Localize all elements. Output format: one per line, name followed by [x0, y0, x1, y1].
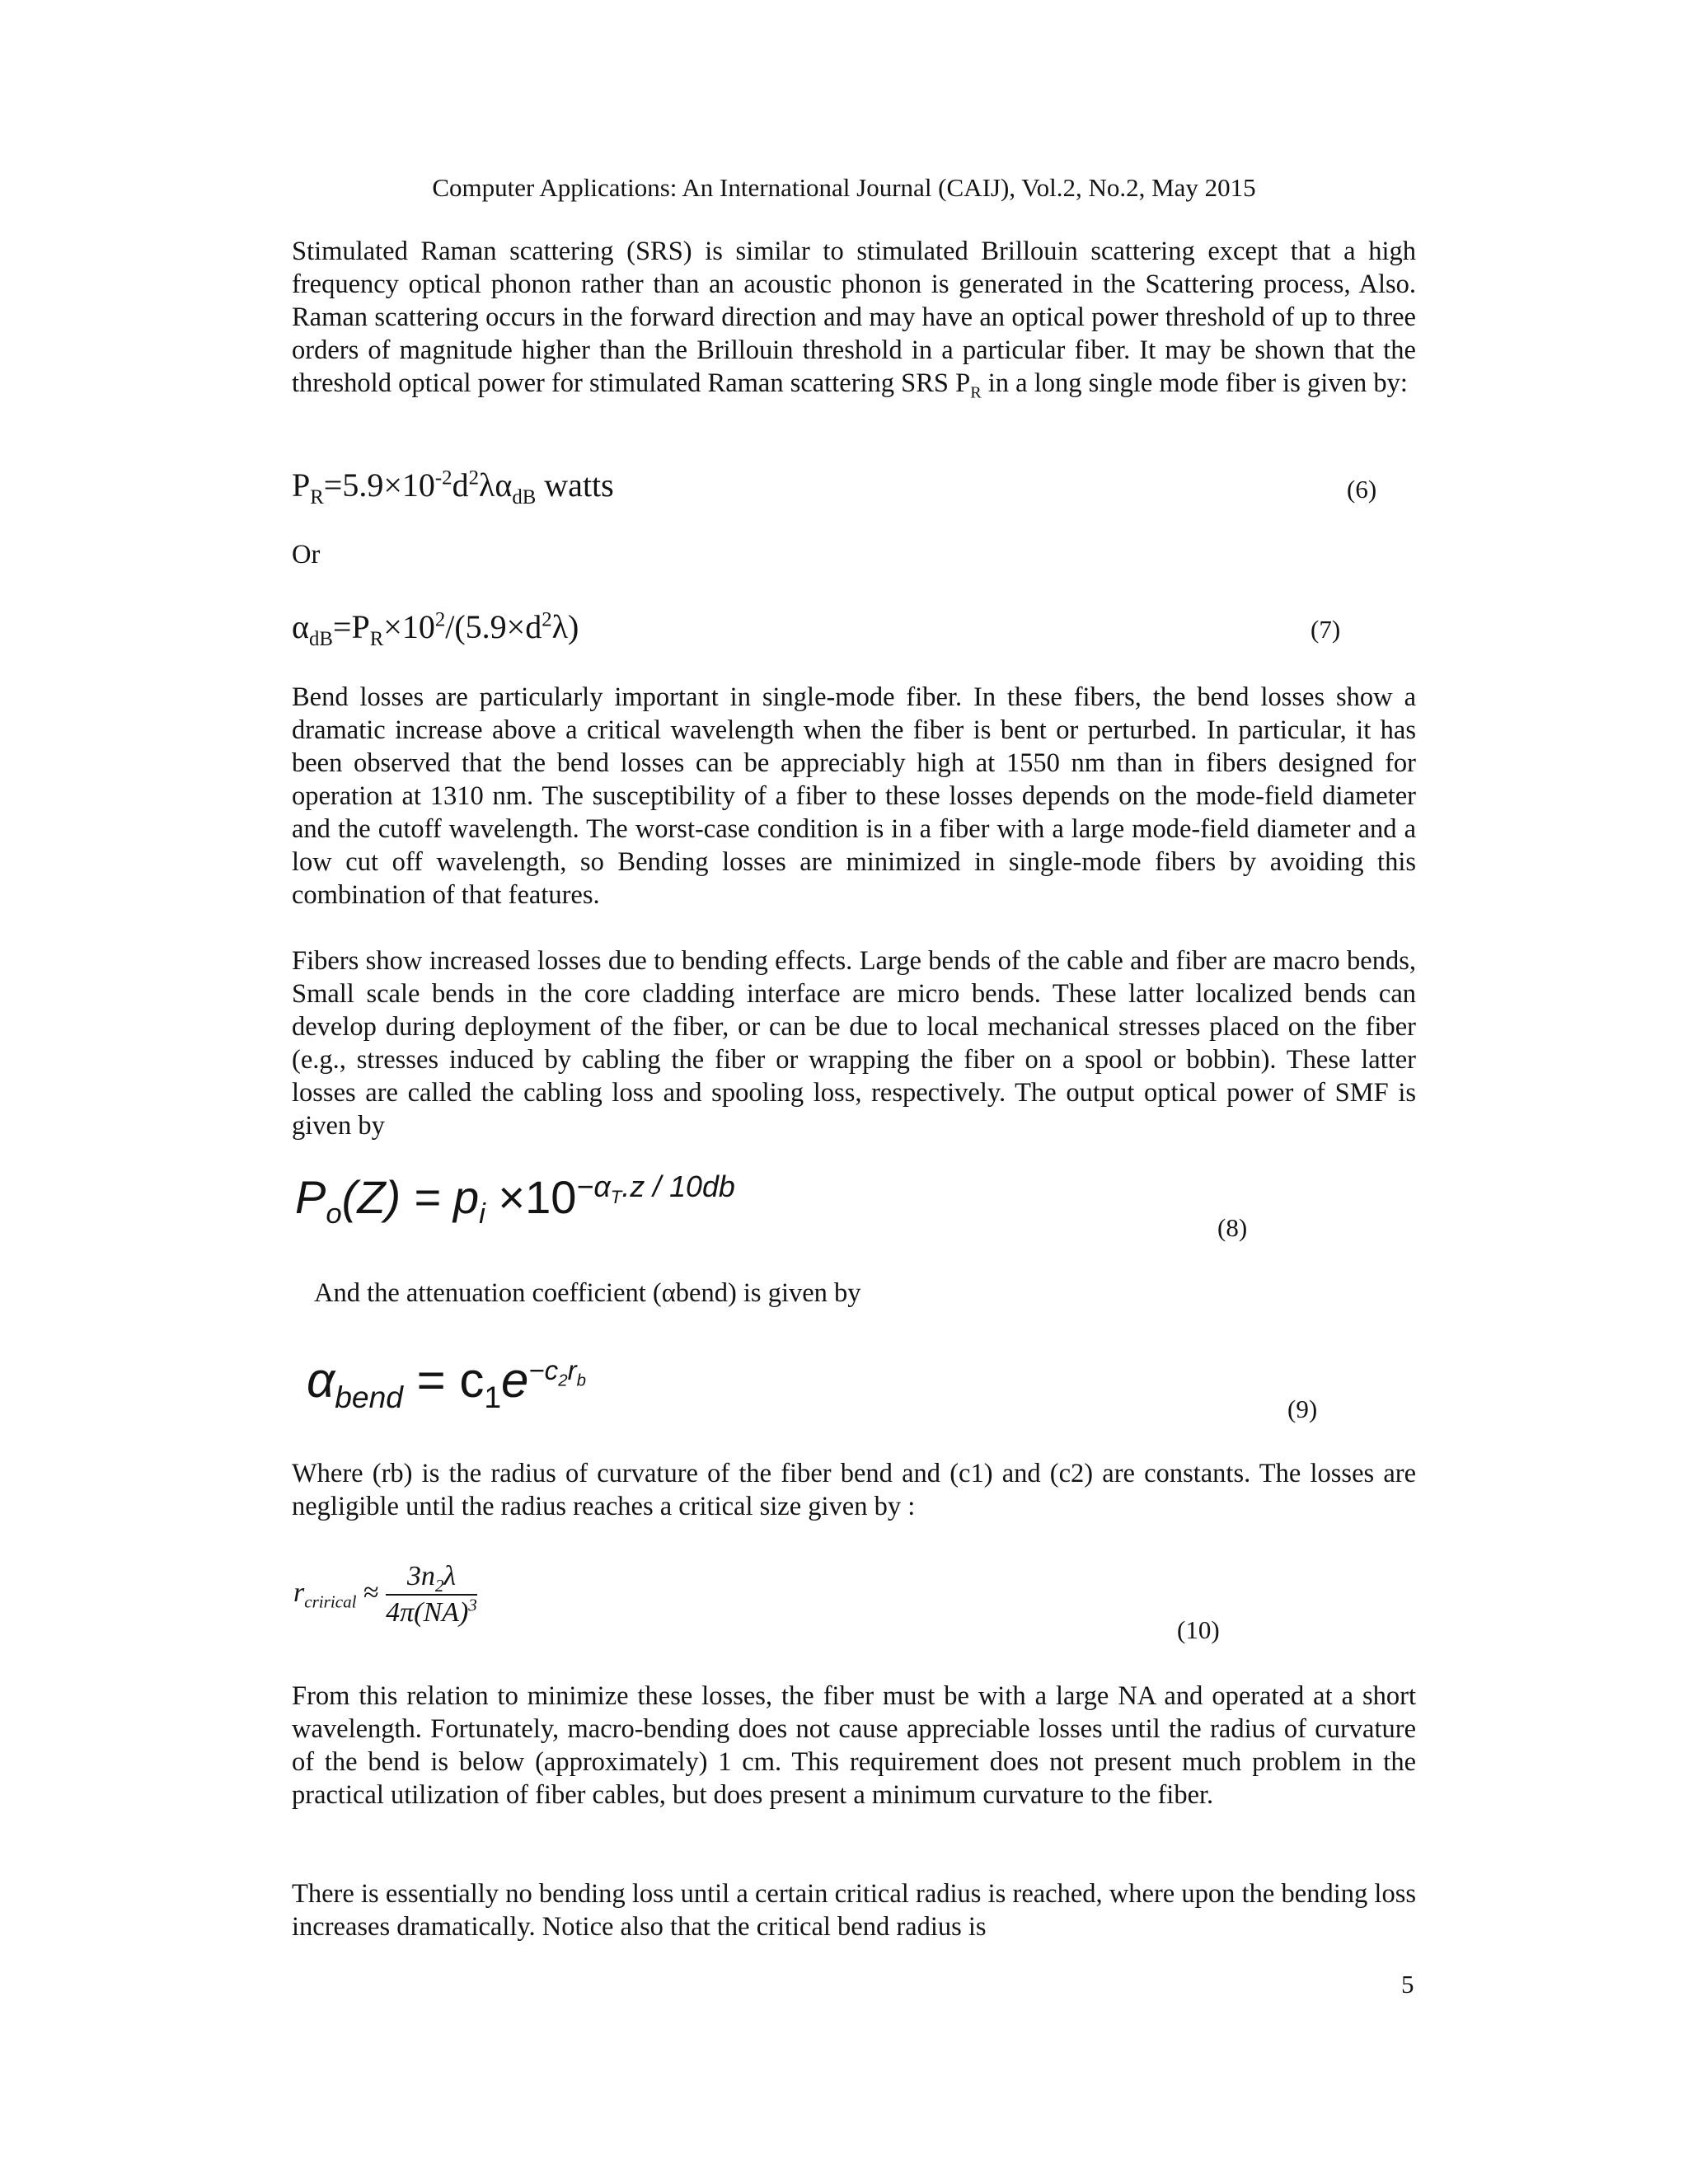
eq6-lambda-alpha: λα [478, 466, 513, 504]
eq7-mid: ×10 [383, 608, 435, 645]
eq8-pi-sub: i [479, 1198, 485, 1230]
eq10-fraction [386, 1561, 477, 1629]
journal-header: Computer Applications: An International Journal (CAIJ), Vol.2, No.2, May 2015 [432, 173, 1256, 202]
eq9-e: e [501, 1352, 529, 1408]
paragraph-radius: Where (rb) is the radius of curvature of the fiber bend and (c1) and (c2) are constants. The losses are negligible until the radius reaches a critical size given by : [292, 1459, 1416, 1521]
eq10-r: r [293, 1577, 305, 1608]
eq10-den: 4π(NA) [386, 1597, 469, 1628]
eq10-num: 3n [406, 1561, 435, 1591]
or-text: Or [292, 540, 321, 569]
eq10-num-end: λ [443, 1561, 457, 1591]
eq9-alpha-sub: bend [335, 1380, 403, 1414]
paragraph-critical-radius: There is essentially no bending loss until a certain critical radius is reached, where upon the bending loss increases dramatically. Notice also that the critical bend radius is [292, 1879, 1416, 1942]
eq10-r-sub: crirical [304, 1591, 357, 1612]
eq7-alpha: α [292, 608, 309, 645]
eq9-exp-r-sub: b [576, 1371, 586, 1390]
equation-8-number: (8) [1217, 1213, 1248, 1242]
equation-6-number: (6) [1347, 475, 1377, 504]
paragraph-bending-effects: Fibers show increased losses due to bending effects. Large bends of the cable and fiber are macro bends, Small scale bends in the core cladding interface are micro bends. These latter localized bends can develop during deployment of the fiber, or can be due to local mechanical stresses placed on the fiber (e.g., stresses induced by cabling the fiber or wrapping the fiber on a spool or bobbin). These latter losses are called the cabling loss and spooling loss, respectively. The output optical power of SMF is given by [292, 946, 1416, 1141]
subscript-r: R [970, 383, 982, 402]
eq9-c-sub: 1 [484, 1380, 502, 1414]
paragraph-srs [292, 235, 1416, 400]
eq9-eq: = c [402, 1352, 485, 1408]
eq10-approx: ≈ [356, 1577, 387, 1608]
eq6-exp: -2 [434, 466, 452, 490]
eq6-d: d [452, 466, 469, 504]
eq7-alpha-sub: dB [308, 628, 333, 650]
eq7-rest: /(5.9×d [445, 608, 542, 645]
eq6-d-exp: 2 [468, 466, 479, 490]
eq8-exp: −α [576, 1170, 611, 1204]
paragraph-srs-end: in a long single mode fiber is given by: [981, 368, 1408, 398]
equation-7 [292, 607, 579, 650]
equation-10 [293, 1561, 477, 1629]
page-number: 5 [1401, 1970, 1414, 1999]
eq7-p-sub: R [369, 628, 384, 650]
eq9-exp: −c [528, 1355, 559, 1385]
eq8-mult: ×10 [485, 1171, 577, 1223]
eq8-exp-sub: T [610, 1187, 622, 1208]
eq8-exp-rest: .z / 10db [621, 1170, 735, 1204]
eq7-d-exp: 2 [542, 608, 552, 631]
eq8-mid: (Z) = p [341, 1171, 480, 1223]
eq10-den-exp: 3 [468, 1595, 477, 1615]
eq10-num-sub: 2 [434, 1575, 444, 1596]
eq7-end: λ) [551, 608, 579, 645]
eq9-exp-r: r [567, 1355, 577, 1385]
paragraph-relation: From this relation to minimize these losses, the fiber must be with a large NA and operated at a short wavelength. Fortunately, macro-bending does not cause appreciable losses until the radius of curvature of the bend is below (approximately) 1 cm. This requirement does not present much problem in the practical utilization of fiber cables, but does present a minimum curvature to the fiber. [292, 1681, 1416, 1810]
equation-8 [295, 1170, 735, 1230]
eq9-alpha: α [307, 1352, 335, 1408]
eq8-p-sub: o [326, 1198, 342, 1230]
equation-10-number: (10) [1177, 1615, 1220, 1644]
eq7-exp: 2 [434, 608, 446, 631]
equation-7-number: (7) [1311, 615, 1341, 644]
eq6-p-sub: R [310, 486, 324, 509]
paragraph-srs-text: Stimulated Raman scattering (SRS) is similar to stimulated Brillouin scattering except that a high frequency optical phonon rather than an acoustic phonon is generated in the Scattering process, Also. Raman scattering occurs in the forward direction and may have an optical power threshold of up to three orders of magnitude higher than the Brillouin threshold in a particular fiber. It may be shown that the threshold optical power for stimulated Raman scattering SRS P [292, 237, 1416, 398]
eq6-unit: watts [536, 466, 614, 504]
equation-9 [307, 1352, 586, 1414]
eq6-alpha-sub: dB [512, 486, 537, 509]
eq8-p: P [295, 1171, 326, 1223]
equation-9-number: (9) [1287, 1394, 1318, 1423]
eq6-p: P [292, 466, 311, 504]
paragraph-bend-losses: Bend losses are particularly important in single-mode fiber. In these fibers, the bend losses show a dramatic increase above a critical wavelength when the fiber is bent or perturbed. In particular, it has been observed that the bend losses can be appreciably high at 1550 nm than in fibers designed for operation at 1310 nm. The susceptibility of a fiber to these losses depends on the mode-field diameter and the cutoff wavelength. The worst-case condition is in a fiber with a large mode-field diameter and a low cut off wavelength, so Bending losses are minimized in single-mode fibers by avoiding this combination of that features. [292, 682, 1416, 910]
eq6-coef: =5.9×10 [323, 466, 435, 504]
equation-6 [292, 466, 614, 509]
eq7-eq: =P [332, 608, 370, 645]
attenuation-text: And the attenuation coefficient (αbend) is given by [314, 1278, 861, 1308]
eq9-exp-sub: 2 [558, 1371, 568, 1390]
